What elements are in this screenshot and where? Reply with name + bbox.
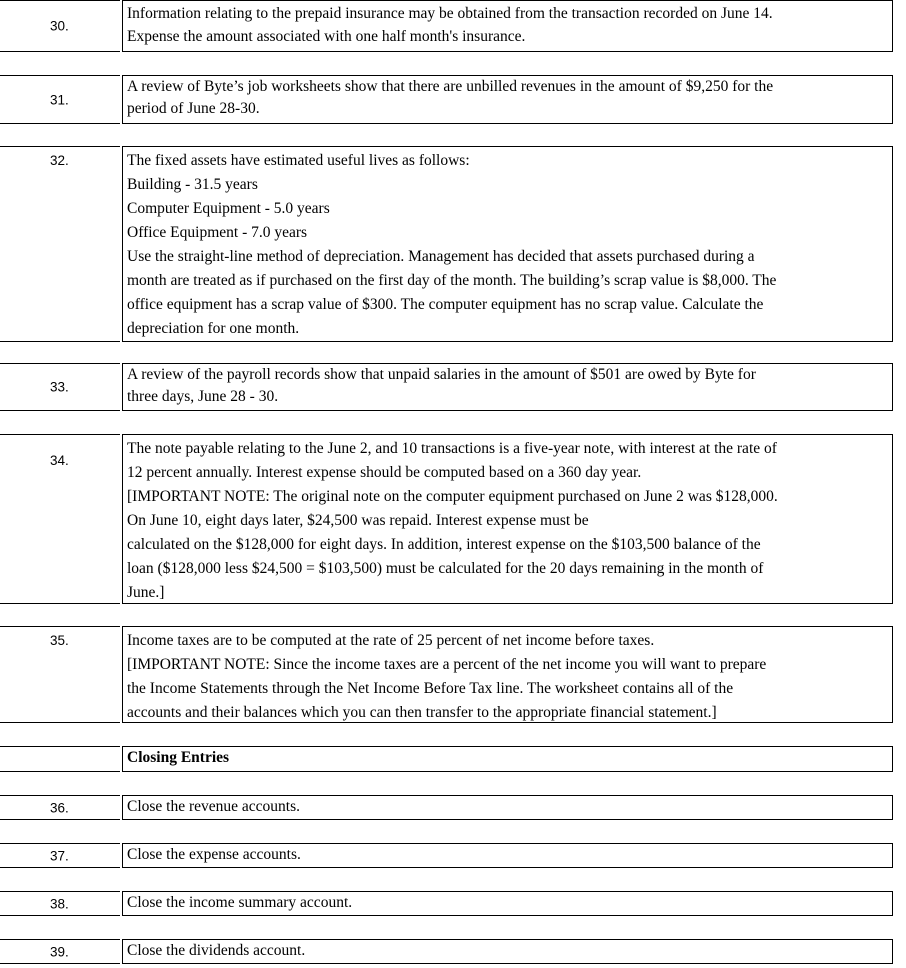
row-34 <box>0 434 893 604</box>
instruction-text <box>122 146 893 342</box>
item-number: 36. <box>50 800 69 815</box>
text-line: Close the income summary account. <box>127 894 353 911</box>
text-line: accounts and their balances which you can then transfer to the appropriate financial statement.] <box>127 704 717 721</box>
text-line: month are treated as if purchased on the first day of the month. The building’s scrap value is $8,000. The <box>127 272 777 289</box>
instruction-text <box>122 75 893 124</box>
text-line: Use the straight-line method of depreciation. Management has decided that assets purchased during a <box>127 248 755 265</box>
row-38 <box>0 891 893 916</box>
text-line: Computer Equipment - 5.0 years <box>127 200 330 217</box>
row-30 <box>0 0 893 52</box>
row-35 <box>0 626 893 723</box>
instruction-text <box>122 626 893 723</box>
instruction-text <box>122 434 893 604</box>
text-line: Income taxes are to be computed at the rate of 25 percent of net income before taxes. <box>127 632 655 649</box>
instruction-text <box>122 891 893 916</box>
text-line: [IMPORTANT NOTE: Since the income taxes are a percent of the net income you will want to prepare <box>127 656 767 673</box>
number-cell <box>0 939 120 964</box>
number-cell <box>0 0 120 52</box>
text-line: period of June 28-30. <box>127 100 260 117</box>
text-line: Close the expense accounts. <box>127 846 301 863</box>
item-number: 38. <box>50 896 69 911</box>
row-33 <box>0 363 893 411</box>
item-number: 30. <box>50 18 69 34</box>
row-37 <box>0 843 893 868</box>
text-line: calculated on the $128,000 for eight days. In addition, interest expense on the $103,500 balance of the <box>127 536 761 553</box>
number-cell <box>0 795 120 820</box>
row-31 <box>0 75 893 124</box>
text-line: 12 percent annually. Interest expense should be computed based on a 360 day year. <box>127 464 642 481</box>
section-heading <box>122 746 893 772</box>
row-32 <box>0 146 893 342</box>
number-cell <box>0 843 120 868</box>
text-line: The note payable relating to the June 2, and 10 transactions is a five-year note, with interest at the rate of <box>127 440 777 457</box>
item-number: 32. <box>50 153 69 168</box>
text-line: Expense the amount associated with one half month's insurance. <box>127 28 526 45</box>
text-line: The fixed assets have estimated useful lives as follows: <box>127 152 470 169</box>
text-line: Information relating to the prepaid insurance may be obtained from the transaction recorded on June 14. <box>127 5 773 22</box>
instruction-text <box>122 363 893 411</box>
row-36 <box>0 795 893 820</box>
text-line: A review of Byte’s job worksheets show that there are unbilled revenues in the amount of $9,250 for the <box>127 78 774 95</box>
text-line: the Income Statements through the Net Income Before Tax line. The worksheet contains all of the <box>127 680 734 697</box>
closing-entries-heading: Closing Entries <box>127 749 230 766</box>
number-cell <box>0 626 120 723</box>
text-line: Office Equipment - 7.0 years <box>127 224 308 241</box>
text-line: June.] <box>127 584 165 601</box>
number-cell <box>0 891 120 916</box>
item-number: 35. <box>50 633 69 648</box>
text-line: Close the dividends account. <box>127 942 306 959</box>
instruction-text <box>122 795 893 820</box>
row-39 <box>0 939 893 964</box>
text-line: On June 10, eight days later, $24,500 was repaid. Interest expense must be <box>127 512 589 529</box>
text-line: [IMPORTANT NOTE: The original note on the computer equipment purchased on June 2 was $128,000. <box>127 488 778 505</box>
instruction-text <box>122 843 893 868</box>
number-cell <box>0 363 120 411</box>
text-line: loan ($128,000 less $24,500 = $103,500) must be calculated for the 20 days remaining in the month of <box>127 560 764 577</box>
number-cell <box>0 146 120 342</box>
text-line: A review of the payroll records show that unpaid salaries in the amount of $501 are owed by Byte for <box>127 366 756 383</box>
item-number: 31. <box>50 92 69 107</box>
text-line: Building - 31.5 years <box>127 176 258 193</box>
text-line: depreciation for one month. <box>127 320 300 337</box>
item-number: 33. <box>50 379 69 395</box>
item-number: 34. <box>50 453 69 468</box>
number-cell <box>0 434 120 604</box>
text-line: Close the revenue accounts. <box>127 798 301 815</box>
number-cell <box>0 75 120 124</box>
item-number: 37. <box>50 848 69 863</box>
number-cell <box>0 746 120 772</box>
instruction-text <box>122 0 893 52</box>
text-line: office equipment has a scrap value of $300. The computer equipment has no scrap value. Calculate the <box>127 296 764 313</box>
instruction-text <box>122 939 893 964</box>
item-number: 39. <box>50 944 69 959</box>
text-line: three days, June 28 - 30. <box>127 388 279 405</box>
closing-entries-header-row <box>0 746 893 772</box>
